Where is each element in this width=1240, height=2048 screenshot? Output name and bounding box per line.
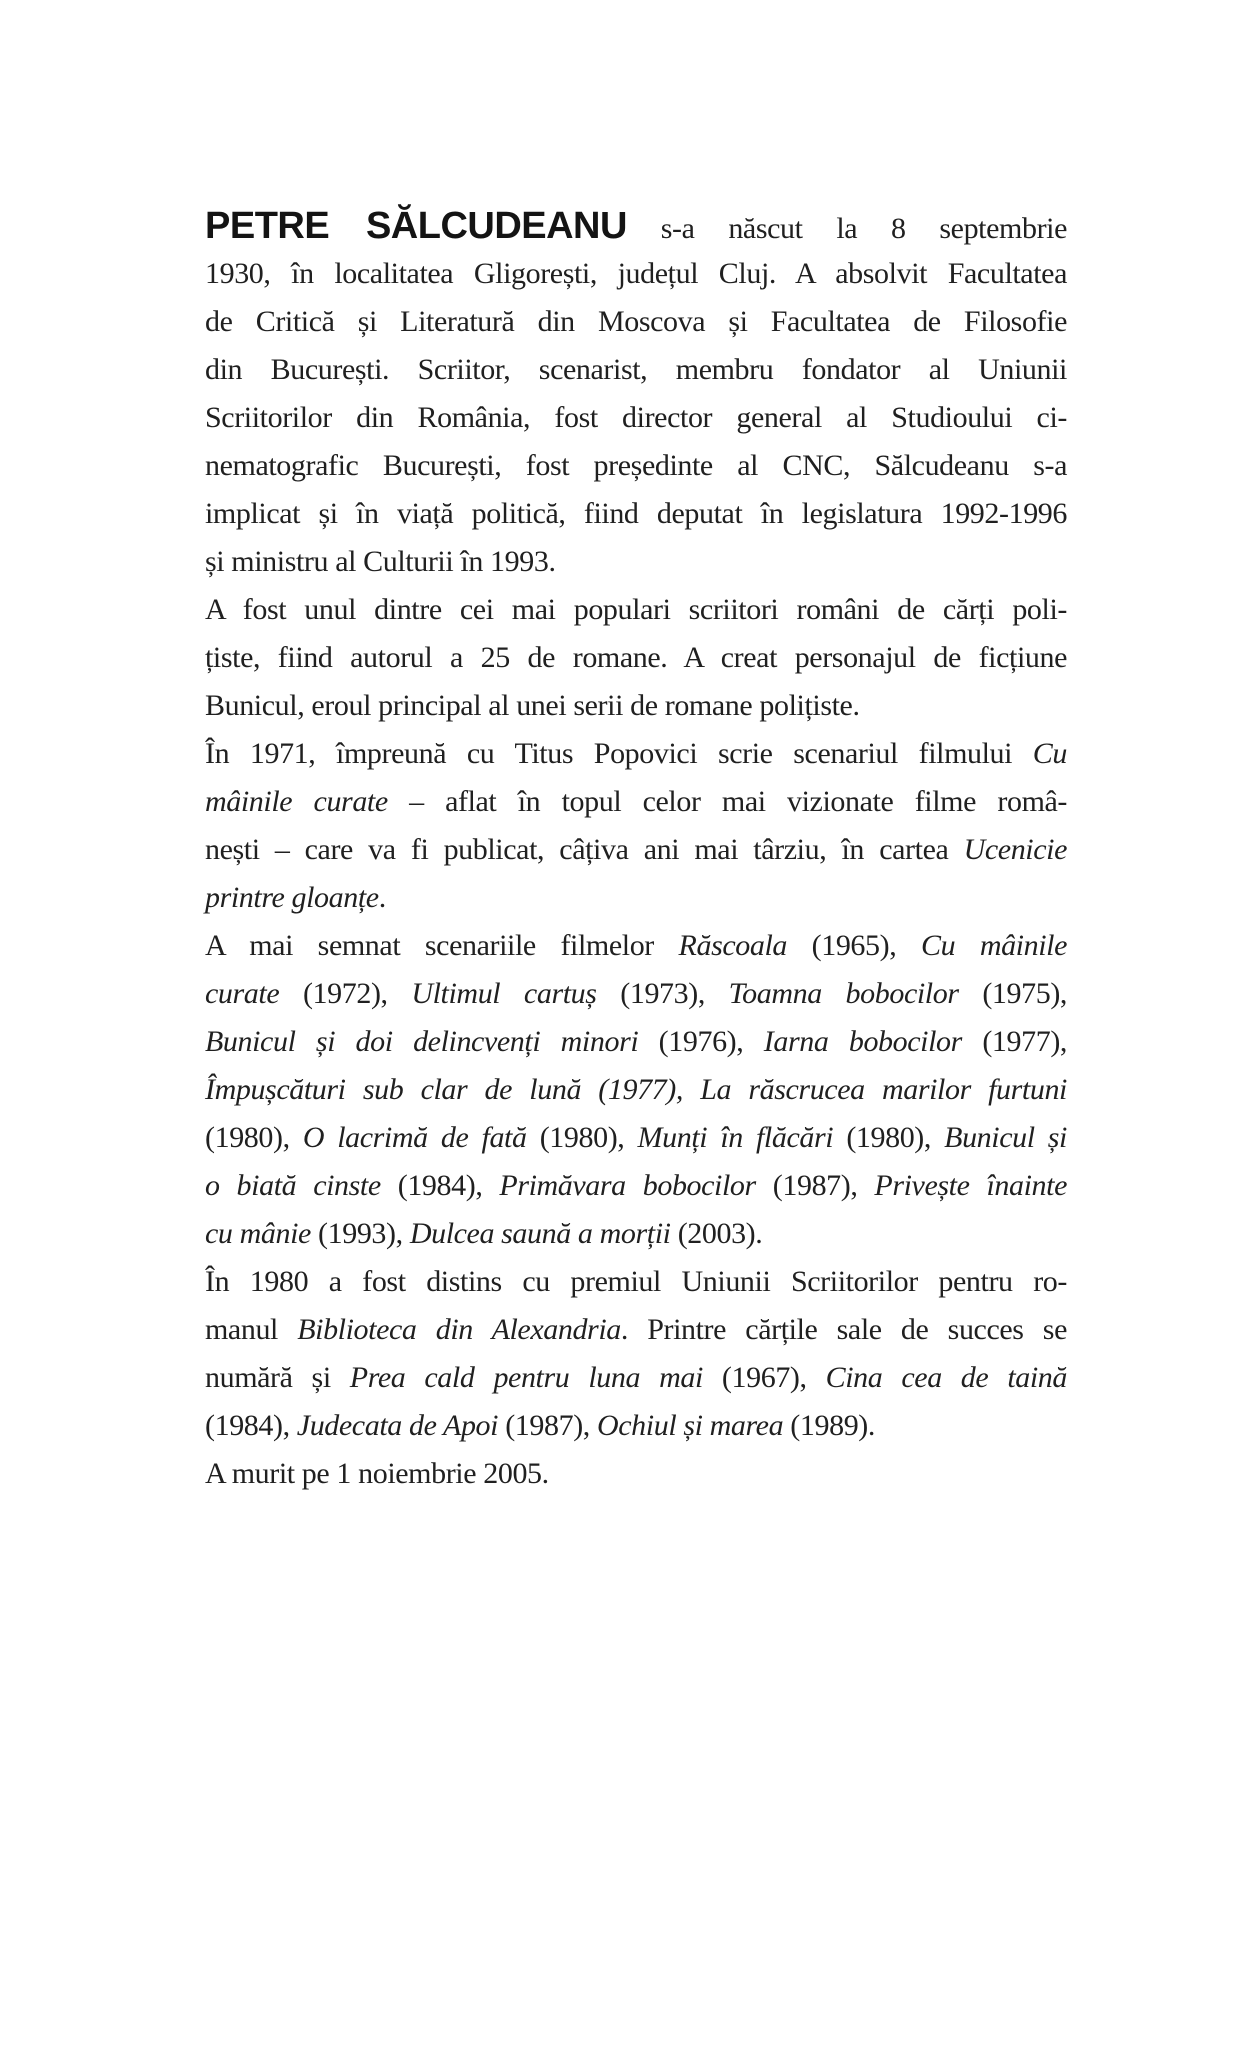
body-text-segment: implicat și în viață politică, fiind deputat în legislatura 1992-1996	[205, 497, 1067, 530]
body-text-segment: nești – care va fi publicat, câțiva ani mai târziu, în cartea	[205, 833, 964, 866]
work-title-italic: o biată cinste	[205, 1169, 381, 1202]
paragraph	[205, 1450, 1067, 1498]
body-text-segment: (1975),	[958, 977, 1068, 1010]
text-line-content	[205, 257, 1067, 290]
work-title-italic: Cu mâinile	[920, 929, 1068, 962]
text-line	[205, 1402, 1067, 1450]
work-title-italic: printre gloanțe	[205, 881, 379, 914]
body-text-segment: (1977),	[961, 1025, 1068, 1058]
body-text-segment: țiste, fiind autorul a 25 de romane. A creat personajul de ficțiune	[205, 641, 1067, 674]
text-line-content	[205, 881, 386, 914]
work-title-italic: Răscoala	[678, 929, 787, 962]
body-text-segment: A fost unul dintre cei mai populari scriitori români de cărți poli-	[205, 593, 1067, 626]
work-title-italic: Iarna bobocilor	[763, 1025, 962, 1058]
work-title-italic: Toamna bobocilor	[728, 977, 959, 1010]
body-text-segment: de Critică și Literatură din Moscova și Facultatea de Filosofie	[205, 305, 1067, 338]
text-line	[205, 202, 1067, 250]
text-line	[205, 970, 1067, 1018]
text-line-content	[205, 1361, 1067, 1394]
text-line-content	[205, 449, 1067, 482]
paragraph	[205, 586, 1067, 730]
text-line	[205, 778, 1067, 826]
body-text-segment: (1980),	[205, 1121, 303, 1154]
text-line	[205, 298, 1067, 346]
work-title-italic: Cu	[1032, 737, 1067, 770]
body-text-segment: (1987),	[498, 1409, 597, 1442]
body-text-segment: (1984),	[205, 1409, 297, 1442]
text-line-content	[205, 929, 1067, 962]
text-line	[205, 250, 1067, 298]
text-line-content	[205, 593, 1067, 626]
work-title-italic: Biblioteca din Alexandria	[297, 1313, 621, 1346]
text-line-content	[205, 1409, 875, 1442]
work-title-italic: Ochiul și marea	[597, 1409, 784, 1442]
text-line	[205, 1306, 1067, 1354]
body-text-segment: A mai semnat scenariile filmelor	[205, 929, 679, 962]
author-name-heading: PETRE SĂLCUDEANU	[205, 205, 627, 247]
text-line-content	[205, 545, 556, 578]
body-text-segment: În 1980 a fost distins cu premiul Uniunii Scriitorilor pentru ro-	[205, 1265, 1067, 1298]
work-title-italic: O lacrimă de fată	[302, 1121, 527, 1154]
work-title-italic: Privește înainte	[874, 1169, 1067, 1202]
body-text-segment: (2003).	[670, 1217, 763, 1250]
text-line-content	[205, 641, 1067, 674]
body-text-segment: 1930, în localitatea Gligorești, județul Cluj. A absolvit Facultatea	[205, 257, 1067, 290]
text-line-content	[205, 833, 1067, 866]
body-text-segment: și ministru al Culturii în 1993.	[205, 545, 556, 578]
body-text-segment: În 1971, împreună cu Titus Popovici scrie scenariul filmului	[205, 737, 1033, 770]
body-text-segment: A murit pe 1 noiembrie 2005.	[205, 1457, 549, 1490]
paragraph	[205, 202, 1067, 586]
text-line-content	[205, 497, 1067, 530]
text-line	[205, 1066, 1067, 1114]
text-line	[205, 922, 1067, 970]
body-text-segment: (1976),	[638, 1025, 764, 1058]
text-line-content	[205, 305, 1067, 338]
paragraph	[205, 1258, 1067, 1450]
text-line-content	[205, 401, 1067, 434]
text-line	[205, 586, 1067, 634]
body-text-segment: Bunicul, eroul principal al unei serii de romane polițiste.	[205, 689, 860, 722]
text-line	[205, 1114, 1067, 1162]
body-text-segment: (1993),	[310, 1217, 410, 1250]
text-line-content	[205, 689, 860, 722]
work-title-italic: curate	[205, 977, 280, 1010]
text-line-content	[205, 1025, 1067, 1058]
work-title-italic: Primăvara bobocilor	[499, 1169, 756, 1202]
text-line	[205, 490, 1067, 538]
work-title-italic: Bunicul și	[944, 1121, 1067, 1154]
text-line-content	[205, 737, 1067, 770]
text-line-content	[205, 1169, 1067, 1202]
paragraph	[205, 922, 1067, 1258]
text-line-content	[205, 1217, 762, 1250]
text-line-content	[205, 1313, 1067, 1346]
text-line	[205, 1258, 1067, 1306]
work-title-italic: Ultimul cartuș	[411, 977, 597, 1010]
text-line	[205, 442, 1067, 490]
body-text-segment: (1967),	[702, 1361, 826, 1394]
body-text-segment: manul	[205, 1313, 298, 1346]
body-text-segment: (1980),	[833, 1121, 945, 1154]
work-title-italic: Ucenicie	[963, 833, 1067, 866]
text-line-content	[205, 1121, 1067, 1154]
paragraph	[205, 730, 1067, 922]
work-title-italic: cu mânie	[205, 1217, 311, 1250]
body-text-segment: s-a născut la 8 septembrie	[626, 212, 1068, 245]
text-line	[205, 1210, 1067, 1258]
text-line	[205, 826, 1067, 874]
text-line	[205, 874, 1067, 922]
text-line	[205, 1018, 1067, 1066]
body-text-segment: . Printre cărțile sale de succes se	[620, 1313, 1067, 1346]
text-line	[205, 1450, 1067, 1498]
work-title-italic: Prea cald pentru luna mai	[349, 1361, 703, 1394]
work-title-italic: Bunicul și doi delincvenți minori	[205, 1025, 639, 1058]
text-line	[205, 634, 1067, 682]
body-text-segment: Scriitorilor din România, fost director general al Studioului ci-	[205, 401, 1067, 434]
body-text-segment: (1973),	[596, 977, 729, 1010]
text-line-content	[205, 1073, 1067, 1106]
body-text-segment: (1972),	[279, 977, 412, 1010]
text-line-content	[205, 1265, 1067, 1298]
text-line-content	[205, 1457, 549, 1490]
body-text-segment: (1965),	[787, 929, 921, 962]
biography-text	[205, 202, 1067, 1498]
work-title-italic: Dulcea saună a morții	[409, 1217, 671, 1250]
text-line	[205, 1354, 1067, 1402]
body-text-segment: .	[378, 881, 386, 914]
text-line	[205, 682, 1067, 730]
text-line-content	[205, 205, 1068, 247]
body-text-segment: numără și	[205, 1361, 350, 1394]
body-text-segment: (1980),	[526, 1121, 638, 1154]
work-title-italic: mâinile curate	[205, 785, 388, 818]
work-title-italic: Judecata de Apoi	[296, 1409, 499, 1442]
body-text-segment: (1984),	[380, 1169, 500, 1202]
body-text-segment: nematografic București, fost președinte al CNC, Sălcudeanu s-a	[205, 449, 1067, 482]
work-title-italic: Împușcături sub clar de lună (1977), La răscrucea marilor furtuni	[205, 1073, 1067, 1106]
text-line	[205, 1162, 1067, 1210]
text-line-content	[205, 353, 1067, 386]
body-text-segment: din București. Scriitor, scenarist, membru fondator al Uniunii	[205, 353, 1067, 386]
body-text-segment: (1989).	[783, 1409, 875, 1442]
text-line-content	[205, 785, 1067, 818]
body-text-segment: (1987),	[755, 1169, 875, 1202]
text-line	[205, 538, 1067, 586]
text-line	[205, 394, 1067, 442]
work-title-italic: Munți în flăcări	[637, 1121, 834, 1154]
text-line-content	[205, 977, 1067, 1010]
text-line	[205, 346, 1067, 394]
work-title-italic: Cina cea de taină	[825, 1361, 1068, 1394]
body-text-segment: – aflat în topul celor mai vizionate filme româ-	[387, 785, 1068, 818]
text-line	[205, 730, 1067, 778]
